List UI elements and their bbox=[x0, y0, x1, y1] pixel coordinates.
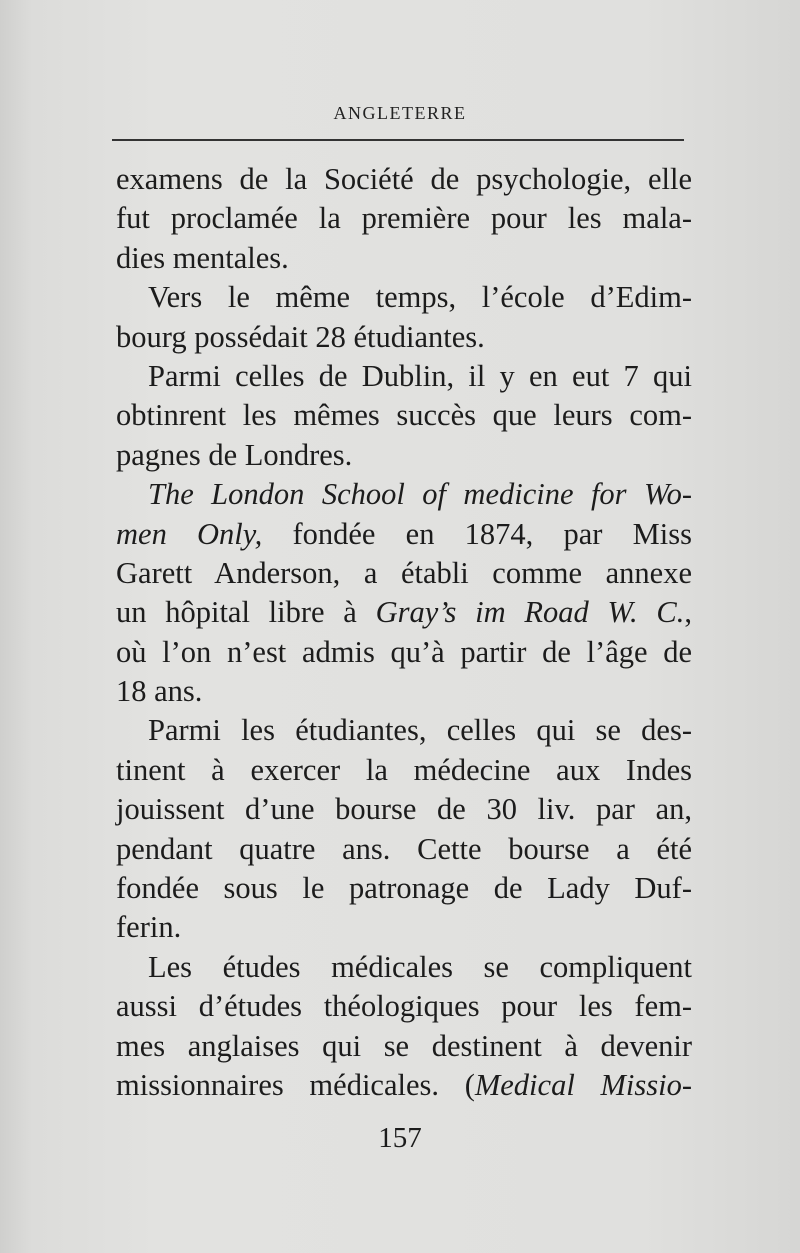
text-line: pagnes de Londres. bbox=[116, 437, 353, 472]
text-line: ferin. bbox=[116, 910, 182, 945]
header-rule bbox=[112, 139, 684, 141]
text-line: Vers le même temps, l’école d’Edim- bbox=[148, 280, 692, 315]
text-line: où l’on n’est admis qu’à partir de l’âge de bbox=[116, 634, 692, 669]
text-line bbox=[116, 515, 692, 554]
page-number: 157 bbox=[378, 1122, 422, 1154]
text-run: missionnaires médicales. ( bbox=[116, 1067, 475, 1102]
text-line: The London School of medicine for Wo- bbox=[148, 477, 692, 512]
text-line: 18 ans. bbox=[116, 674, 203, 709]
text-line: Les études médicales se compliquent bbox=[148, 949, 692, 984]
text-line: Parmi celles de Dublin, il y en eut 7 qui bbox=[148, 358, 692, 393]
text-line: fondée sous le patronage de Lady Duf- bbox=[116, 871, 692, 906]
italic-phrase: Gray’s im Road W. C. bbox=[375, 595, 685, 630]
text-line: tinent à exercer la médecine aux Indes bbox=[116, 752, 692, 787]
text-line: examens de la Société de psychologie, elle bbox=[116, 162, 692, 196]
text-line: Garett Anderson, a établi comme annexe bbox=[116, 555, 692, 590]
text-line bbox=[116, 1066, 692, 1105]
text-run: fondée en 1874, par Miss bbox=[292, 516, 693, 551]
text-line: Parmi les étudiantes, celles qui se des- bbox=[148, 713, 692, 748]
text-line: obtinrent les mêmes succès que leurs com- bbox=[116, 398, 692, 433]
text-line: mes anglaises qui se destinent à devenir bbox=[116, 1028, 692, 1063]
text-line bbox=[116, 593, 692, 632]
text-run: un hôpital libre à bbox=[116, 595, 357, 630]
page-body bbox=[116, 160, 692, 1105]
italic-phrase: men Only, bbox=[116, 516, 263, 551]
text-line: jouissent d’une bourse de 30 liv. par an, bbox=[116, 792, 692, 827]
text-line: pendant quatre ans. Cette bourse a été bbox=[116, 831, 692, 866]
italic-phrase: Medical Missio- bbox=[474, 1067, 692, 1102]
running-head: ANGLETERRE bbox=[333, 103, 467, 123]
text-line: aussi d’études théologiques pour les fem- bbox=[116, 989, 692, 1024]
text-line: fut proclamée la première pour les mala- bbox=[116, 201, 692, 236]
text-line: bourg possédait 28 étudiantes. bbox=[116, 319, 485, 354]
text-run: , bbox=[684, 595, 692, 630]
text-line: dies mentales. bbox=[116, 240, 289, 275]
